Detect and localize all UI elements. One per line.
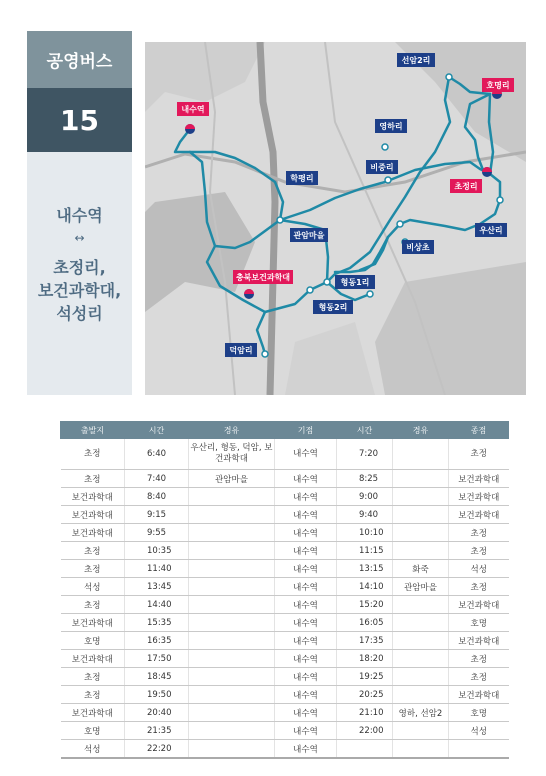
route-map-svg [145, 42, 526, 395]
table-cell: 22:20 [125, 740, 189, 759]
table-cell: 9:15 [125, 506, 189, 524]
table-cell: 8:25 [337, 470, 393, 488]
table-cell: 초정 [449, 439, 509, 470]
timetable-body [61, 439, 509, 759]
table-cell: 석성 [61, 740, 125, 759]
stop-hyeongdong2-label: 형동2리 [318, 303, 348, 312]
table-cell: 초정 [449, 542, 509, 560]
table-row [61, 542, 509, 560]
table-row [61, 578, 509, 596]
table-cell: 내수역 [275, 614, 337, 632]
table-cell [393, 596, 449, 614]
table-cell: 14:40 [125, 596, 189, 614]
stop-yeongha-label: 영하리 [379, 122, 403, 131]
stop-hakpyeong-label: 학평리 [290, 174, 314, 183]
table-cell: 내수역 [275, 470, 337, 488]
table-cell: 7:40 [125, 470, 189, 488]
table-cell [189, 578, 275, 596]
table-cell: 내수역 [275, 686, 337, 704]
column-header: 경유 [393, 422, 449, 439]
table-cell: 내수역 [275, 704, 337, 722]
table-cell: 19:25 [337, 668, 393, 686]
table-cell: 보건과학대 [61, 650, 125, 668]
table-row [61, 704, 509, 722]
map-label-hyeongdong1 [335, 275, 375, 289]
timetable [60, 421, 509, 759]
table-cell: 21:10 [337, 704, 393, 722]
table-cell: 보건과학대 [61, 614, 125, 632]
table-cell: 17:35 [337, 632, 393, 650]
table-cell: 보건과학대 [449, 686, 509, 704]
map-label-yeongha [375, 119, 407, 133]
table-cell: 10:10 [337, 524, 393, 542]
table-cell: 보건과학대 [61, 704, 125, 722]
table-cell: 초정 [449, 668, 509, 686]
map-label-deogam [225, 343, 257, 357]
table-cell: 내수역 [275, 740, 337, 759]
table-cell [393, 470, 449, 488]
table-cell [393, 668, 449, 686]
table-cell [393, 439, 449, 470]
table-row [61, 470, 509, 488]
map-label-usan [475, 223, 507, 237]
table-cell: 7:20 [337, 439, 393, 470]
table-cell [189, 614, 275, 632]
table-cell: 20:40 [125, 704, 189, 722]
stop-naesu-label: 내수역 [181, 105, 205, 114]
table-cell [189, 488, 275, 506]
table-cell: 호명 [449, 704, 509, 722]
table-cell: 내수역 [275, 439, 337, 470]
table-cell [393, 632, 449, 650]
stop-homyeong-label: 호명리 [486, 81, 510, 90]
bidirectional-arrow-icon: ↔ [74, 231, 85, 245]
table-row [61, 740, 509, 759]
table-cell: 호명 [61, 722, 125, 740]
table-cell [393, 614, 449, 632]
table-cell: 초정 [449, 524, 509, 542]
table-row [61, 668, 509, 686]
table-cell: 초정 [61, 542, 125, 560]
map-label-gwanam [290, 228, 328, 242]
map-label-hakpyeong [286, 171, 318, 185]
table-cell: 내수역 [275, 542, 337, 560]
table-row [61, 524, 509, 542]
table-cell: 초정 [61, 668, 125, 686]
table-cell: 22:00 [337, 722, 393, 740]
table-cell: 내수역 [275, 506, 337, 524]
table-row [61, 686, 509, 704]
map-label-bisang [402, 240, 434, 254]
stop-deogam-label: 덕암리 [229, 346, 253, 355]
table-cell: 영하, 선암2 [393, 704, 449, 722]
table-cell [189, 686, 275, 704]
table-cell: 13:15 [337, 560, 393, 578]
table-cell [393, 542, 449, 560]
stop-gwanam-label: 관암마을 [293, 231, 325, 240]
table-cell [189, 596, 275, 614]
route-description [27, 152, 132, 395]
table-cell: 화죽 [393, 560, 449, 578]
table-cell: 보건과학대 [449, 632, 509, 650]
table-cell [189, 542, 275, 560]
table-cell: 20:25 [337, 686, 393, 704]
column-header: 경유 [189, 422, 275, 439]
stop-hyeongdong1-label: 형동1리 [340, 278, 370, 287]
table-cell: 관암마을 [393, 578, 449, 596]
map-label-chungbuk [233, 270, 293, 284]
map-label-bijung [366, 160, 398, 174]
route-dest-1: 초정리, [53, 258, 106, 277]
table-row [61, 632, 509, 650]
table-cell: 13:45 [125, 578, 189, 596]
table-cell [393, 686, 449, 704]
table-cell: 10:35 [125, 542, 189, 560]
table-row [61, 488, 509, 506]
table-row [61, 596, 509, 614]
timetable-header [61, 422, 509, 439]
table-cell: 18:45 [125, 668, 189, 686]
route-origin: 내수역 [56, 206, 103, 225]
table-cell [189, 560, 275, 578]
table-row [61, 650, 509, 668]
table-cell: 호명 [449, 614, 509, 632]
table-cell [189, 740, 275, 759]
table-cell: 8:40 [125, 488, 189, 506]
table-row [61, 722, 509, 740]
table-cell [189, 722, 275, 740]
table-cell [393, 650, 449, 668]
table-cell: 석성 [449, 560, 509, 578]
column-header: 출발지 [61, 422, 125, 439]
table-cell: 15:35 [125, 614, 189, 632]
table-cell: 초정 [61, 439, 125, 470]
map-label-naesu [177, 102, 209, 116]
column-header: 시간 [125, 422, 189, 439]
route-sidebar [27, 31, 132, 395]
table-cell: 석성 [61, 578, 125, 596]
route-map [145, 42, 526, 395]
map-label-homyeong [482, 78, 514, 92]
stop-usan-label: 우산리 [479, 226, 503, 235]
table-cell: 내수역 [275, 596, 337, 614]
table-cell [189, 704, 275, 722]
table-cell [393, 524, 449, 542]
table-cell: 18:20 [337, 650, 393, 668]
table-cell: 내수역 [275, 488, 337, 506]
table-cell: 초정 [61, 560, 125, 578]
table-row [61, 506, 509, 524]
table-cell: 16:05 [337, 614, 393, 632]
table-cell: 21:35 [125, 722, 189, 740]
map-label-hyeongdong2 [313, 300, 353, 314]
route-dest-2: 보건과학대, [37, 281, 122, 300]
stop-seonam2-label: 선암2리 [401, 56, 431, 65]
table-cell: 11:40 [125, 560, 189, 578]
table-cell: 초정 [61, 470, 125, 488]
table-cell: 내수역 [275, 650, 337, 668]
table-cell: 보건과학대 [449, 488, 509, 506]
table-cell: 16:35 [125, 632, 189, 650]
table-cell: 호명 [61, 632, 125, 650]
table-cell [393, 488, 449, 506]
route-dest-3: 석성리 [56, 304, 103, 323]
table-cell [393, 722, 449, 740]
table-cell: 내수역 [275, 722, 337, 740]
table-cell: 초정 [61, 596, 125, 614]
stop-bijung-label: 비중리 [370, 163, 394, 172]
bus-category: 공영버스 [27, 31, 132, 88]
table-cell: 관암마을 [189, 470, 275, 488]
table-cell: 내수역 [275, 578, 337, 596]
table-cell: 19:50 [125, 686, 189, 704]
column-header: 시간 [337, 422, 393, 439]
table-cell [393, 506, 449, 524]
route-number: 15 [27, 88, 132, 152]
table-cell: 11:15 [337, 542, 393, 560]
table-cell: 보건과학대 [61, 506, 125, 524]
table-cell: 우산리, 형동, 덕암, 보건과학대 [189, 439, 275, 470]
table-cell [449, 740, 509, 759]
table-cell [189, 524, 275, 542]
table-cell: 보건과학대 [449, 470, 509, 488]
table-cell: 14:10 [337, 578, 393, 596]
column-header: 기점 [275, 422, 337, 439]
table-row [61, 439, 509, 470]
table-cell: 내수역 [275, 632, 337, 650]
table-cell [189, 632, 275, 650]
table-cell: 보건과학대 [61, 488, 125, 506]
table-cell: 9:55 [125, 524, 189, 542]
table-cell: 내수역 [275, 524, 337, 542]
table-cell [337, 740, 393, 759]
table-cell: 보건과학대 [449, 596, 509, 614]
map-label-seonam2 [397, 53, 435, 67]
table-cell [189, 668, 275, 686]
table-cell: 내수역 [275, 560, 337, 578]
table-cell: 석성 [449, 722, 509, 740]
table-cell [189, 506, 275, 524]
table-cell: 보건과학대 [449, 506, 509, 524]
table-cell: 초정 [449, 578, 509, 596]
table-cell: 내수역 [275, 668, 337, 686]
stop-chungbuk-label: 충북보건과학대 [235, 273, 291, 282]
table-cell [189, 650, 275, 668]
table-cell: 9:00 [337, 488, 393, 506]
table-cell: 9:40 [337, 506, 393, 524]
table-row [61, 560, 509, 578]
stop-bisang-label: 비상초 [406, 243, 430, 252]
column-header: 종점 [449, 422, 509, 439]
table-cell: 17:50 [125, 650, 189, 668]
table-cell: 초정 [449, 650, 509, 668]
table-cell [393, 740, 449, 759]
table-cell: 15:20 [337, 596, 393, 614]
map-label-chojeong [450, 179, 482, 193]
table-cell: 보건과학대 [61, 524, 125, 542]
table-cell: 6:40 [125, 439, 189, 470]
table-row [61, 614, 509, 632]
table-cell: 초정 [61, 686, 125, 704]
stop-chojeong-label: 초정리 [454, 182, 478, 191]
